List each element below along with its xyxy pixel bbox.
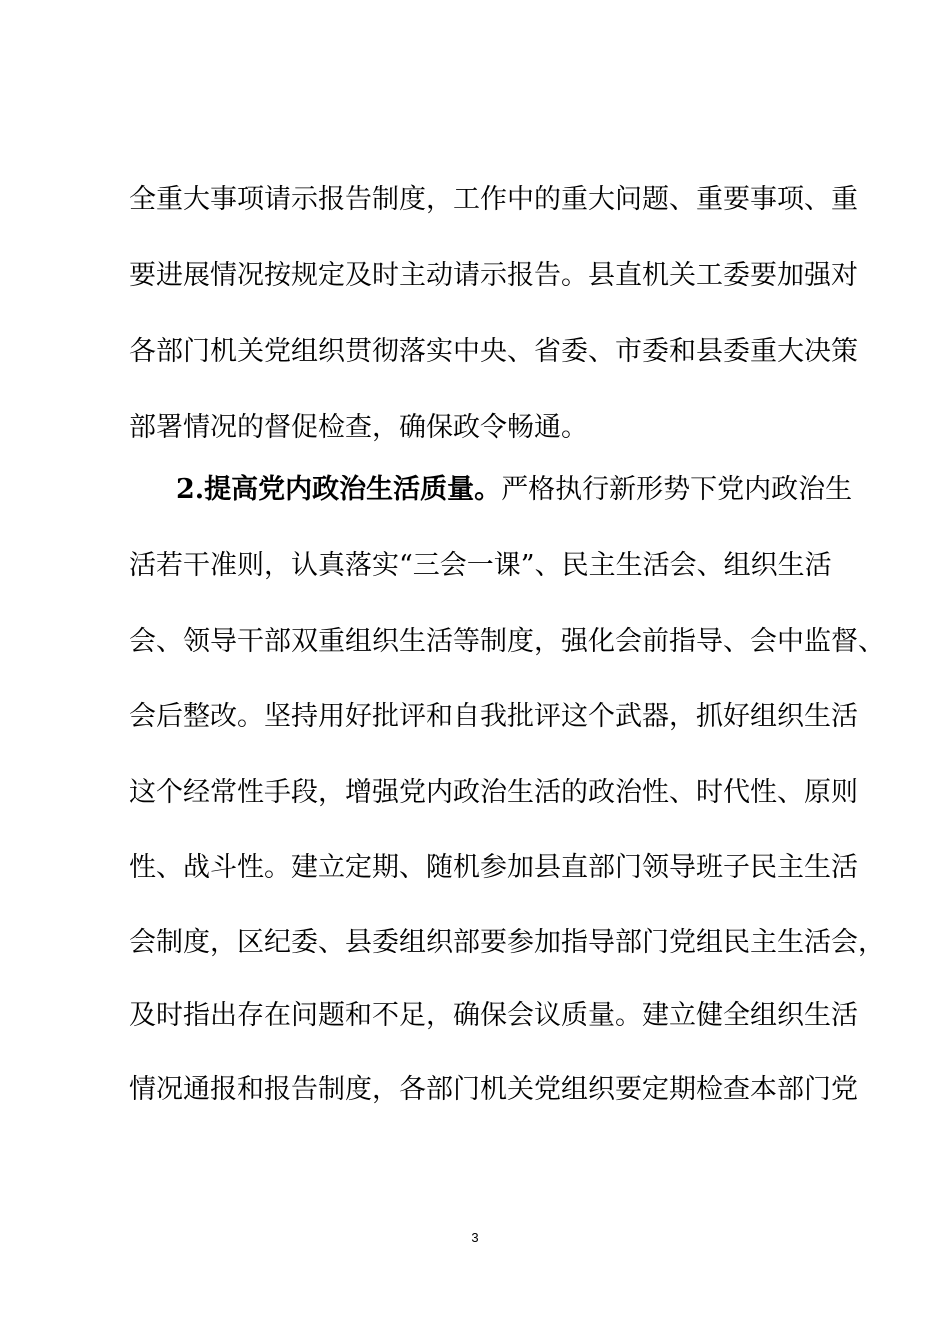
page-number: 3 <box>471 1230 479 1245</box>
body-text-line: 情况通报和报告制度，各部门机关党组织要定期检查本部门党 <box>129 1074 858 1105</box>
body-text-line: 会后整改。坚持用好批评和自我批评这个武器，抓好组织生活 <box>129 701 858 732</box>
section-first-line <box>176 470 853 510</box>
section-heading: 2.提高党内政治生活质量。 <box>176 474 502 505</box>
body-text-line: 全重大事项请示报告制度，工作中的重大问题、重要事项、重 <box>129 184 858 215</box>
body-text-line: 性、战斗性。建立定期、随机参加县直部门领导班子民主生活 <box>129 852 858 883</box>
body-text-line: 要进展情况按规定及时主动请示报告。县直机关工委要加强对 <box>129 260 858 291</box>
body-text: 严格执行新形势下党内政治生 <box>501 474 853 505</box>
body-text-line: 部署情况的督促检查，确保政令畅通。 <box>129 412 588 443</box>
body-text-line: 及时指出存在问题和不足，确保会议质量。建立健全组织生活 <box>129 1000 858 1031</box>
body-text-line: 各部门机关党组织贯彻落实中央、省委、市委和县委重大决策 <box>129 336 858 367</box>
body-text-line: 活若干准则，认真落实“三会一课”、民主生活会、组织生活 <box>129 550 832 581</box>
body-text-line: 会、领导干部双重组织生活等制度，强化会前指导、会中监督、 <box>129 626 885 657</box>
body-text-line: 这个经常性手段，增强党内政治生活的政治性、时代性、原则 <box>129 777 858 808</box>
body-text-line: 会制度，区纪委、县委组织部要参加指导部门党组民主生活会， <box>129 927 885 958</box>
